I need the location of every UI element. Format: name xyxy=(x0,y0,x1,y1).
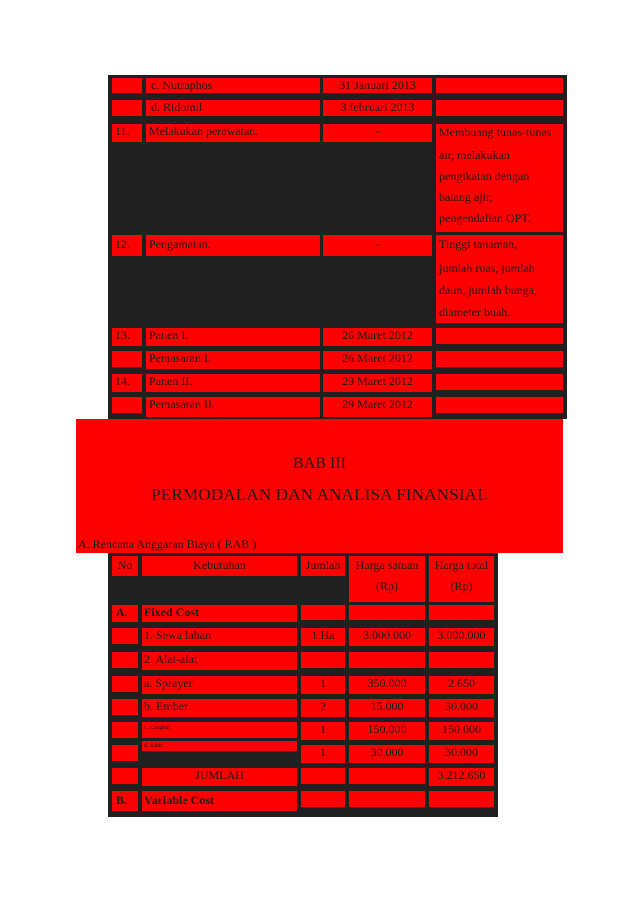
harga-satuan-cell: 15.000 xyxy=(349,699,425,717)
total-label: JUMLAH xyxy=(142,768,297,786)
table-row xyxy=(108,395,567,419)
kebutuhan-cell: b. Ember xyxy=(142,699,297,717)
keterangan-cell xyxy=(436,328,563,344)
jumlah-cell xyxy=(301,768,345,784)
variable-cost-no: B. xyxy=(112,791,138,811)
fixed-cost-label: Fixed Cost xyxy=(142,605,297,622)
keterangan-cell xyxy=(436,374,563,390)
keterangan-cell xyxy=(436,351,563,367)
no-cell xyxy=(112,351,142,367)
table-row xyxy=(108,75,567,97)
header-kebutuhan-lower xyxy=(142,580,297,600)
no-cell xyxy=(112,722,138,738)
total-value: 3.212.650 xyxy=(429,768,494,786)
harga-total-cell: 30.000 xyxy=(429,699,494,717)
kegiatan-cell: Panen I. xyxy=(146,328,320,346)
keterangan-line: diameter buah. xyxy=(439,305,511,319)
chapter-subtitle: PERMODALAN DAN ANALISA FINANSIAL xyxy=(151,485,488,504)
jumlah-cell: 1 xyxy=(301,745,345,763)
no-cell xyxy=(112,652,138,668)
variable-cost-label: Variable Cost xyxy=(142,791,297,811)
header-no-lower xyxy=(112,580,138,600)
keterangan-line: air, melakukan xyxy=(439,148,510,162)
kebutuhan-cell: d. Sabit xyxy=(142,741,297,751)
chapter-title: BAB III xyxy=(293,455,346,472)
header-kebutuhan: Kebutuhan xyxy=(142,556,297,576)
no-cell xyxy=(112,628,138,644)
no-cell xyxy=(112,699,138,715)
jumlah-cell: 1 Ha xyxy=(301,628,345,646)
waktu-cell: - xyxy=(323,124,432,142)
kebutuhan-cell: 2. Alat-alat xyxy=(142,652,297,670)
kegiatan-cell: Pemasaran II. xyxy=(146,397,320,417)
waktu-cell: 31 Januari 2013 xyxy=(323,78,432,93)
no-cell: 12. xyxy=(112,235,142,256)
table-row xyxy=(108,349,567,372)
kegiatan-cell: Pemasaran I. xyxy=(146,351,320,369)
jumlah-cell: 1 xyxy=(301,676,345,694)
table-row xyxy=(108,120,567,234)
waktu-cell: 3 februari 2013 xyxy=(323,100,432,116)
table-row xyxy=(108,372,567,395)
harga-satuan-cell xyxy=(349,652,425,668)
harga-satuan-cell xyxy=(349,791,425,807)
harga-satuan-cell: 150.000 xyxy=(349,722,425,740)
harga-satuan-cell xyxy=(349,768,425,784)
harga-total-cell xyxy=(429,605,494,620)
waktu-cell: 29 Maret 2012 xyxy=(323,374,432,392)
table-row xyxy=(108,234,567,326)
harga-satuan-cell: 3.000.000 xyxy=(349,628,425,646)
harga-total-cell: 3.000.000 xyxy=(429,628,494,646)
no-cell xyxy=(112,768,138,784)
keterangan-cell xyxy=(436,124,563,232)
waktu-cell: 29 Maret 2012 xyxy=(323,397,432,417)
header-harga-satuan-label: Harga satuan xyxy=(355,558,419,572)
table-row xyxy=(108,97,567,120)
table-row xyxy=(108,326,567,349)
cost-table xyxy=(108,553,498,817)
no-cell xyxy=(112,676,138,692)
no-cell xyxy=(112,745,138,761)
keterangan-line: Membuang tunas-tunas xyxy=(439,125,552,139)
section-heading: A. Rencana Anggaran Biaya ( RAB ) xyxy=(78,537,257,551)
harga-total-cell: 150.000 xyxy=(429,722,494,740)
header-harga-total-unit: (Rp) xyxy=(450,579,473,593)
jumlah-cell xyxy=(301,652,345,668)
header-harga-satuan-unit: (Rp) xyxy=(376,579,398,593)
kebutuhan-cell: c. Cangkul xyxy=(142,722,297,738)
kegiatan-cell: d. Ridomil xyxy=(146,100,320,116)
keterangan-line: daun, jumlah bunga, xyxy=(439,283,537,297)
keterangan-line: Tinggi tanaman, xyxy=(439,237,518,251)
harga-total-cell xyxy=(429,791,494,807)
keterangan-cell xyxy=(436,100,563,116)
no-cell xyxy=(112,100,142,116)
harga-total-cell: 30.000 xyxy=(429,745,494,763)
harga-satuan-cell: 30.000 xyxy=(349,745,425,763)
no-cell xyxy=(112,78,142,93)
keterangan-line: pengikatan dengan xyxy=(439,169,530,183)
no-cell xyxy=(112,397,142,413)
header-harga-total-label: Harga total xyxy=(434,558,489,572)
jumlah-cell: 2 xyxy=(301,699,345,717)
kegiatan-cell: c. Nutraphos xyxy=(146,78,320,93)
harga-satuan-cell xyxy=(349,605,425,620)
keterangan-cell xyxy=(436,397,563,413)
kebutuhan-cell: a. Sprayer xyxy=(142,676,297,694)
harga-total-cell xyxy=(429,652,494,668)
fixed-cost-no: A. xyxy=(112,605,138,622)
harga-total-cell: 2.650 xyxy=(429,676,494,694)
kegiatan-cell: Pengamatan. xyxy=(146,235,320,256)
header-harga-total xyxy=(429,556,494,602)
jumlah-cell: 1 xyxy=(301,722,345,740)
jumlah-cell xyxy=(301,605,345,620)
keterangan-line: batang ajir, xyxy=(439,190,493,204)
header-harga-satuan xyxy=(349,556,425,602)
header-jumlah: Jumlah xyxy=(301,556,345,576)
header-jumlah-lower xyxy=(301,580,345,600)
no-cell: 13. xyxy=(112,328,142,346)
kebutuhan-cell: 1. Sewa lahan xyxy=(142,628,297,646)
kegiatan-cell: Panen II. xyxy=(146,374,320,392)
keterangan-cell xyxy=(436,78,563,93)
no-cell: 14. xyxy=(112,374,142,392)
waktu-cell: - xyxy=(323,235,432,256)
jumlah-cell xyxy=(301,791,345,807)
keterangan-line: pengendalian OPT. xyxy=(439,211,531,225)
kegiatan-cell: Melakukan perawatan. xyxy=(146,124,320,142)
header-no: No xyxy=(112,556,138,576)
schedule-table xyxy=(108,75,567,419)
waktu-cell: 26 Maret 2012 xyxy=(323,351,432,369)
keterangan-line: jumlah ruas, jumlah xyxy=(439,261,535,275)
keterangan-cell xyxy=(436,235,563,323)
harga-satuan-cell: 350.000 xyxy=(349,676,425,694)
chapter-header xyxy=(76,419,563,553)
waktu-cell: 26 Maret 2012 xyxy=(323,328,432,346)
no-cell: 11. xyxy=(112,124,142,142)
